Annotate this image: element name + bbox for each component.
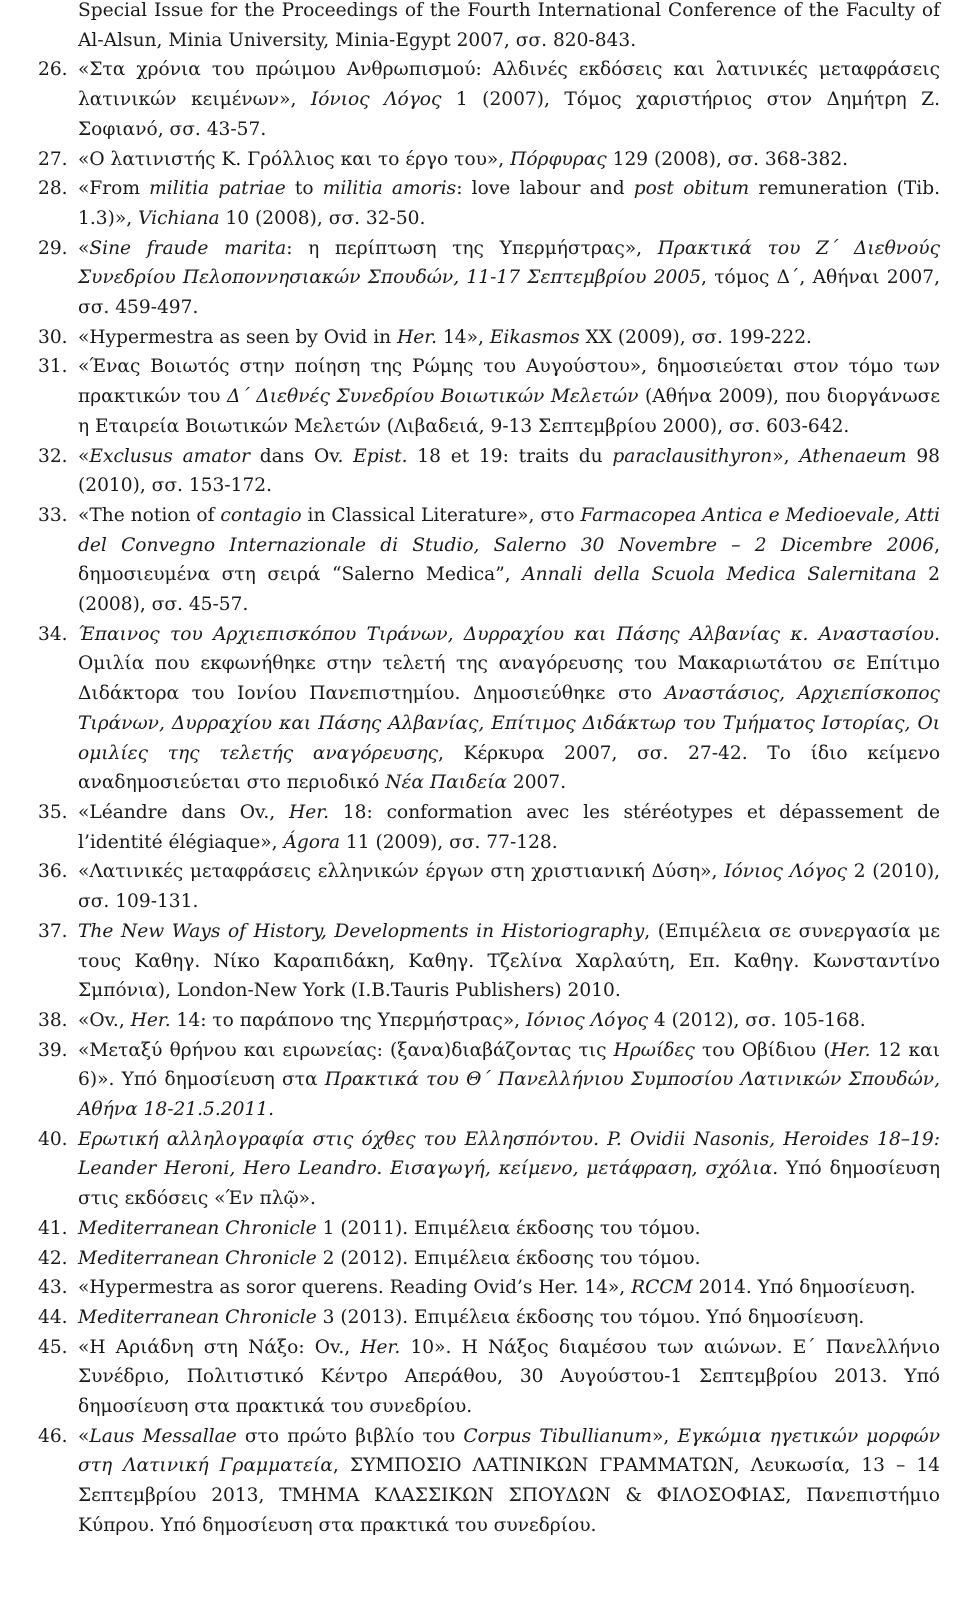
entry-text: « — [78, 1425, 90, 1447]
bibliography-entry — [0, 1273, 960, 1303]
entry-text: Υπό δημοσίευση στις εκδόσεις «Έν πλῷ». — [78, 1158, 941, 1210]
entry-number: 37. — [38, 920, 68, 942]
entry-text: 129 (2008), σσ. 368-382. — [606, 148, 849, 170]
entry-number: 29. — [38, 237, 68, 259]
entry-text-italic: Sine fraude marita — [89, 237, 287, 259]
entry-text: to — [285, 178, 323, 200]
entry-text-italic: RCCM — [631, 1277, 693, 1299]
entry-text: 2014. Υπό δημοσίευση. — [692, 1277, 916, 1299]
bibliography-entry — [0, 620, 960, 798]
bibliography-entry — [0, 145, 960, 175]
entry-text: remuneration (Tib. 1.3)», — [78, 178, 941, 229]
entry-text-italic: Mediterranean Chronicle — [78, 1306, 317, 1328]
bibliography-entry — [0, 1214, 960, 1244]
entry-text-italic: Αναστάσιος, Αρχιεπίσκοπος Τιράνων, Δυρραχίου και Πάσης Αλβανίας, Επίτιμος Διδάκτωρ του Τμήματος Ιστορίας, Οι ομιλίες της τελετής αναγόρευσης — [78, 683, 940, 764]
entry-number: 42. — [38, 1247, 68, 1269]
entry-text: 11 (2009), σσ. 77-128. — [339, 831, 558, 853]
entry-text: «Λατινικές μεταφράσεις ελληνικών έργων στη χριστιανική Δύση», — [78, 861, 725, 883]
entry-number: 41. — [38, 1217, 68, 1239]
entry-text-italic: Mediterranean Chronicle — [78, 1247, 317, 1269]
entry-text-italic: Ιόνιος Λόγος — [310, 89, 442, 111]
entry-text: «Στα χρόνια του πρώιμου Ανθρωπισμού: Αλδινές εκδόσεις και λατινικές μεταφράσεις λατινικών κειμένων», — [78, 59, 940, 111]
entry-text-italic: militia patriae — [149, 178, 286, 200]
entry-text-italic: Corpus Tibullianum — [463, 1425, 653, 1447]
bibliography-entry — [0, 1303, 960, 1333]
entry-text: 10 (2008), σσ. 32-50. — [219, 207, 426, 229]
bibliography-entry — [0, 234, 960, 323]
entry-text: « — [78, 237, 90, 259]
entry-text-italic: Her. — [130, 1009, 171, 1031]
bibliography-entry — [0, 442, 960, 501]
entry-text: 2 (2012). Επιμέλεια έκδοσης του τόμου. — [316, 1247, 701, 1269]
entry-text: «Μεταξύ θρήνου και ειρωνείας: (ξανα)διαβάζοντας τις — [78, 1039, 614, 1061]
entry-text-italic: Νέα Παιδεία — [385, 772, 507, 794]
entry-text-italic: Eikasmos — [489, 326, 580, 348]
entry-text-italic: Ερωτική αλληλογραφία στις όχθες του Ελλησπόντου. P. Ovidii Nasonis, Heroides 18–19: Leander Heroni, Hero Leandro. Εισαγωγή, κείμενο, μετάφραση, σχόλια. — [78, 1128, 940, 1180]
bibliography-entry — [0, 501, 960, 620]
entry-text-italic: Annali della Scuola Medica Salernitana — [522, 564, 917, 586]
entry-text-italic: contagio — [220, 504, 302, 526]
entry-text-italic: Laus Messallae — [89, 1425, 237, 1447]
entry-text: in Classical Literature», στο — [301, 504, 581, 526]
entry-text: 10». Η Νάξος διαμέσου των αιώνων. Ε΄ Πανελλήνιο Συνέδριο, Πολιτιστικό Κέντρο Απεράθου, 30 Αυγούστου-1 Σεπτεμβρίου 2013. Υπό δημοσίευση στα πρακτικά του συνεδρίου. — [78, 1336, 940, 1418]
entry-text: «Léandre dans Ov., — [78, 801, 289, 823]
entry-number: 31. — [38, 356, 68, 378]
entry-number: 33. — [38, 504, 68, 526]
entry-text-italic: Her. — [397, 326, 438, 348]
entry-number: 45. — [38, 1336, 68, 1358]
entry-text-italic: paraclausithyron — [612, 445, 773, 467]
entry-text: του Οβίδιου ( — [694, 1039, 831, 1061]
bibliography-entry — [0, 857, 960, 916]
entry-text-italic: Ágora — [283, 831, 340, 853]
entry-text: , τόμος Δ΄, Αθήναι 2007, σσ. 459-497. — [78, 267, 940, 319]
entry-text-italic: Exclusus amator — [89, 445, 250, 467]
entry-number: 39. — [38, 1039, 68, 1061]
entry-text: , δημοσιευμένα στη σειρά “Salerno Medica”, — [78, 534, 940, 586]
entry-number: 46. — [38, 1425, 68, 1447]
entry-text-italic: Δ΄ Διεθνές Συνεδρίου Βοιωτικών Μελετών — [226, 386, 639, 408]
entry-text: «The notion of — [78, 504, 221, 526]
entry-text-italic: post obitum — [633, 178, 750, 200]
entry-text: 2 (2008), σσ. 45-57. — [78, 564, 940, 616]
entry-number: 38. — [38, 1009, 68, 1031]
entry-text: Special Issue for the Proceedings of the Fourth International Conference of the Faculty of Al-Alsun, Minia University, Minia-Egypt 2007, σσ. 820-843. — [78, 0, 940, 51]
entry-text: «Ο λατινιστής Κ. Γρόλλιος και το έργο του», — [78, 148, 511, 170]
entry-number: 43. — [38, 1277, 68, 1299]
entry-number: 27. — [38, 148, 68, 170]
entry-text: 14: το παράπονο της Υπερμήστρας», — [170, 1009, 526, 1031]
entry-number: 26. — [38, 59, 68, 81]
entry-text: , Κέρκυρα 2007, σσ. 27-42. Το ίδιο κείμενο αναδημοσιεύεται στο περιοδικό — [78, 742, 941, 794]
entry-text: dans Ov. — [249, 445, 354, 467]
entry-text: Ομιλία που εκφωνήθηκε στην τελετή της αναγόρευσης του Μακαριωτάτου σε Επίτιμο Διδάκτορα του Ιονίου Πανεπιστημίου. Δημοσιεύθηκε στο — [78, 653, 940, 705]
entry-text-italic: Epist. — [353, 445, 408, 467]
entry-text: (Αθήνα 2009), που διοργάνωσε η Εταιρεία Βοιωτικών Μελετών (Λιβαδειά, 9-13 Σεπτεμβρίου 2000), σσ. 603-642. — [78, 386, 940, 437]
entry-text: 4 (2012), σσ. 105-168. — [647, 1009, 866, 1031]
entry-text: 2007. — [506, 772, 567, 794]
entry-text: 3 (2013). Επιμέλεια έκδοσης του τόμου. Υπό δημοσίευση. — [316, 1306, 865, 1328]
entry-text: «From — [78, 178, 150, 200]
entry-text-italic: Ιόνιος Λόγος — [724, 861, 847, 883]
entry-text: , (Επιμέλεια σε συνεργασία με τους Καθηγ. Νίκο Καραπιδάκη, Καθηγ. Τζελίνα Χαρλαύτη, Επ. Καθηγ. Κωνσταντίνο Σμπόνια), London-New York (I.B.Tauris Publishers) 2010. — [78, 920, 941, 1002]
entry-text: «Hypermestra as seen by Ovid in — [78, 326, 398, 348]
entry-text: 2 (2010), σσ. 109-131. — [78, 861, 941, 913]
bibliography-entry — [0, 55, 960, 144]
entry-text-italic: Athenaeum — [799, 445, 907, 467]
entry-number: 44. — [38, 1306, 68, 1328]
entry-text: στο πρώτο βιβλίο του — [236, 1425, 464, 1447]
bibliography-entry — [0, 174, 960, 233]
entry-number: 32. — [38, 445, 68, 467]
entry-text: 14», — [437, 326, 490, 348]
entry-text: », — [652, 1425, 678, 1447]
entry-number: 30. — [38, 326, 68, 348]
entry-text-italic: Her. — [830, 1039, 871, 1061]
entry-text: «Hypermestra as soror querens. Reading Ovid’s Her. 14», — [78, 1277, 632, 1299]
entry-text: 18 et 19: traits du — [407, 445, 613, 467]
entry-text-italic: Her. — [289, 801, 329, 823]
entry-text-italic: Πρακτικά του Ζ΄ Διεθνούς Συνεδρίου Πελοποννησιακών Σπουδών, 11-17 Σεπτεμβρίου 2005 — [78, 237, 940, 289]
bibliography-entry — [0, 1036, 960, 1125]
entry-text-italic: militia amoris — [322, 178, 457, 200]
entry-text-italic: Πρακτικά του Θ΄ Πανελλήνιου Συμποσίου Λατινικών Σπουδών, Αθήνα 18-21.5.2011. — [78, 1069, 940, 1121]
entry-number: 40. — [38, 1128, 68, 1150]
entry-text-italic: Έπαινος του Αρχιεπισκόπου Τιράνων, Δυρραχίου και Πάσης Αλβανίας κ. Αναστασίου. — [78, 623, 940, 645]
bibliography-entry — [0, 323, 960, 353]
entry-text-italic: Vichiana — [138, 207, 220, 229]
entry-text: : love labour and — [456, 178, 634, 200]
entry-text-italic: Mediterranean Chronicle — [78, 1217, 317, 1239]
entry-text: 1 (2011). Επιμέλεια έκδοσης του τόμου. — [316, 1217, 701, 1239]
bibliography-entry — [0, 1422, 960, 1541]
entry-text-italic: Εγκώμια ηγετικών μορφών στη Λατινική Γραμματεία — [78, 1425, 940, 1477]
entry-text-italic: Ηρωίδες — [613, 1039, 695, 1061]
entry-text: 12 και 6)». Υπό δημοσίευση στα — [78, 1039, 940, 1091]
bibliography-entry — [0, 352, 960, 441]
entry-text: », — [772, 445, 800, 467]
entry-number: 28. — [38, 178, 68, 200]
entry-text: «Η Αριάδνη στη Νάξο: Ov., — [78, 1336, 361, 1358]
entry-text: «Ov., — [78, 1009, 131, 1031]
entry-text-italic: Her. — [360, 1336, 401, 1358]
entry-text: « — [78, 445, 90, 467]
bibliography-entry — [0, 1125, 960, 1214]
bibliography-entry — [0, 1333, 960, 1422]
entry-text-italic: Ιόνιος Λόγος — [525, 1009, 648, 1031]
entry-number: 36. — [38, 861, 68, 883]
entry-text: XX (2009), σσ. 199-222. — [579, 326, 812, 348]
bibliography-entry — [0, 917, 960, 1006]
entry-text: 1 (2007), Τόμος χαριστήριος στον Δημήτρη Ζ. Σοφιανό, σσ. 43-57. — [78, 89, 940, 140]
entry-text: «Ένας Βοιωτός στην ποίηση της Ρώμης του Αυγούστου», δημοσιεύεται στον τόμο των πρακτικών του — [78, 356, 940, 408]
entry-text: 18: conformation avec les stéréotypes et dépassement de l’identité élégiaque», — [78, 801, 940, 853]
bibliography-entry — [0, 798, 960, 857]
entry-number: 35. — [38, 801, 68, 823]
entry-text-italic: Πόρφυρας — [510, 148, 607, 170]
entry-text-italic: Farmacopea Antica e Medioevale, Atti del Convegno Internazionale di Studio, Salerno 30 Novembre – 2 Dicembre 2006 — [78, 504, 940, 556]
entry-text: 98 (2010), σσ. 153-172. — [78, 445, 940, 497]
entry-text: : η περίπτωση της Υπερμήστρας», — [286, 237, 658, 259]
bibliography-entry — [0, 1244, 960, 1274]
bibliography-entry — [0, 1006, 960, 1036]
bibliography-entry-continuation — [0, 0, 960, 55]
entry-text: , ΣΥΜΠΟΣΙΟ ΛΑΤΙΝΙΚΩΝ ΓΡΑΜΜΑΤΩΝ, Λευκωσία, 13 – 14 Σεπτεμβρίου 2013, ΤΜΗΜΑ ΚΛΑΣΣΙΚΩΝ ΣΠΟΥΔΩΝ & ΦΙΛΟΣΟΦΙΑΣ, Πανεπιστήμιο Κύπρου. Υπό δημοσίευση στα πρακτικά του συνεδρίου. — [78, 1455, 940, 1536]
entry-text-italic: The New Ways of History, Developments in Historiography — [78, 920, 645, 942]
entry-number: 34. — [38, 623, 68, 645]
